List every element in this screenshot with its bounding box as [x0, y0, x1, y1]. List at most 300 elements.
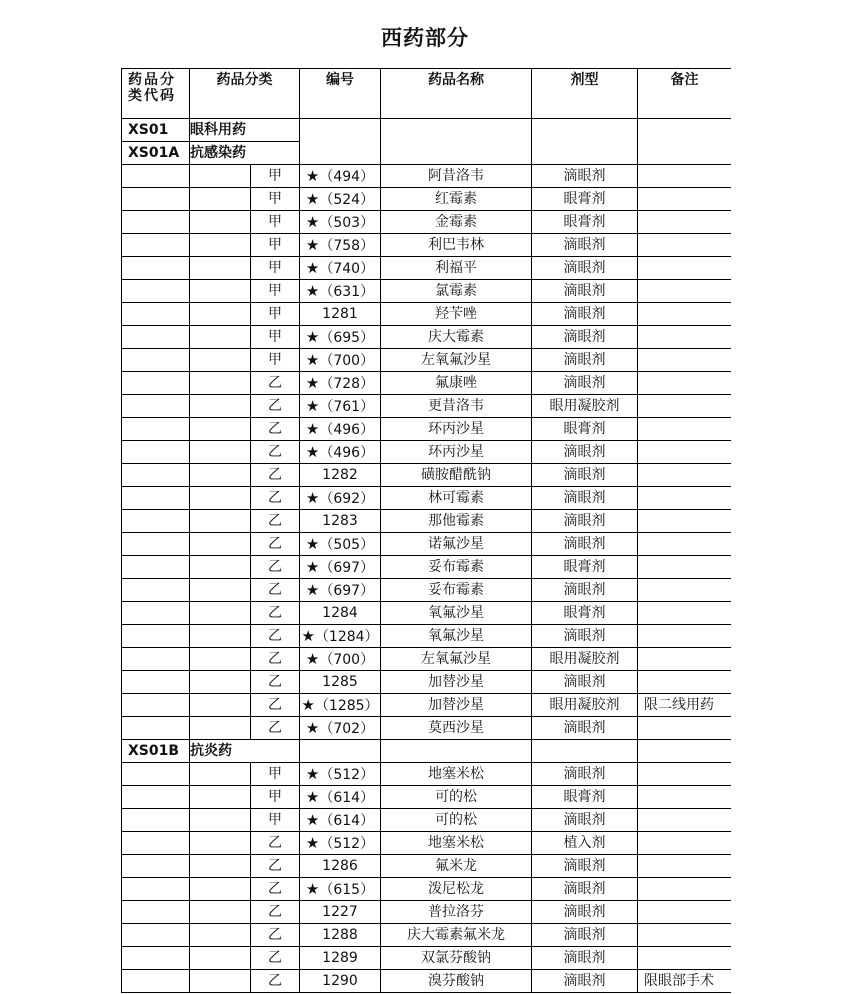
number-cell [300, 717, 381, 740]
drug-name-cell: 地塞米松 [381, 763, 532, 786]
drug-number: （695） [319, 329, 375, 346]
drug-row [122, 924, 732, 947]
drug-name-cell: 加替沙星 [381, 694, 532, 717]
drug-name-cell: 更昔洛韦 [381, 395, 532, 418]
blank-cell [122, 763, 190, 786]
grade-cell: 乙 [251, 717, 300, 740]
grade-cell: 乙 [251, 832, 300, 855]
blank-cell [122, 349, 190, 372]
drug-number: （697） [319, 582, 375, 599]
blank-cell [190, 763, 251, 786]
remarks-cell [638, 533, 732, 556]
grade-cell: 甲 [251, 763, 300, 786]
star-icon: ★ [305, 281, 320, 300]
number-cell [300, 855, 381, 878]
number-cell [300, 211, 381, 234]
grade-cell: 甲 [251, 349, 300, 372]
star-icon: ★ [301, 695, 315, 714]
drug-row [122, 648, 732, 671]
blank-cell [122, 303, 190, 326]
drug-number: （512） [319, 766, 375, 783]
remarks-cell [638, 349, 732, 372]
blank-cell [122, 625, 190, 648]
drug-number: （512） [319, 835, 375, 852]
drug-row [122, 188, 732, 211]
blank-cell [122, 671, 190, 694]
blank-cell [190, 809, 251, 832]
remarks-cell [638, 579, 732, 602]
remarks-cell [638, 441, 732, 464]
drug-name-cell: 红霉素 [381, 188, 532, 211]
blank-cell [122, 441, 190, 464]
number-cell [300, 234, 381, 257]
blank-cell [122, 809, 190, 832]
dosage-form-cell: 眼用凝胶剂 [532, 694, 638, 717]
blank-cell [122, 326, 190, 349]
blank-cell [122, 510, 190, 533]
dosage-form-cell: 滴眼剂 [532, 625, 638, 648]
dosage-form-cell: 滴眼剂 [532, 464, 638, 487]
dosage-form-cell: 滴眼剂 [532, 372, 638, 395]
drug-row [122, 717, 732, 740]
drug-name-cell: 莫西沙星 [381, 717, 532, 740]
blank-cell [122, 648, 190, 671]
blank-cell [190, 625, 251, 648]
grade-cell: 乙 [251, 487, 300, 510]
blank-cell [122, 464, 190, 487]
number-cell [300, 901, 381, 924]
drug-row [122, 395, 732, 418]
number-cell [300, 303, 381, 326]
star-icon: ★ [305, 557, 320, 576]
remarks-cell [638, 717, 732, 740]
page-title: 西药部分 [381, 26, 469, 50]
dosage-form-cell: 滴眼剂 [532, 970, 638, 993]
grade-cell: 甲 [251, 234, 300, 257]
blank-cell [190, 165, 251, 188]
category-name: 抗感染药 [190, 142, 300, 165]
empty-cell [532, 119, 638, 165]
drug-name-cell: 妥布霉素 [381, 579, 532, 602]
grade-cell: 乙 [251, 648, 300, 671]
drug-row [122, 372, 732, 395]
drug-name-cell: 羟苄唑 [381, 303, 532, 326]
drug-name-cell: 泼尼松龙 [381, 878, 532, 901]
drug-number: （700） [319, 651, 375, 668]
drug-number: （728） [319, 375, 375, 392]
dosage-form-cell: 滴眼剂 [532, 763, 638, 786]
drug-number: （692） [319, 490, 375, 507]
drug-number: （496） [319, 444, 375, 461]
drug-row [122, 694, 732, 717]
category-name: 抗炎药 [190, 740, 300, 763]
grade-cell: 乙 [251, 694, 300, 717]
remarks-cell [638, 855, 732, 878]
grade-cell: 乙 [251, 625, 300, 648]
dosage-form-cell: 滴眼剂 [532, 533, 638, 556]
blank-cell [190, 602, 251, 625]
drug-row [122, 510, 732, 533]
grade-cell: 甲 [251, 188, 300, 211]
number-cell [300, 763, 381, 786]
number-cell [300, 786, 381, 809]
blank-cell [122, 556, 190, 579]
drug-name-cell: 庆大霉素 [381, 326, 532, 349]
blank-cell [190, 464, 251, 487]
star-icon: ★ [305, 649, 320, 668]
blank-cell [122, 947, 190, 970]
number-cell [300, 809, 381, 832]
drug-name-cell: 那他霉素 [381, 510, 532, 533]
blank-cell [122, 533, 190, 556]
header-number: 编号 [300, 69, 381, 119]
dosage-form-cell: 眼膏剂 [532, 188, 638, 211]
grade-cell: 乙 [251, 556, 300, 579]
drug-number: 1286 [322, 858, 358, 874]
blank-cell [122, 395, 190, 418]
grade-cell: 乙 [251, 924, 300, 947]
blank-cell [190, 878, 251, 901]
remarks-cell [638, 165, 732, 188]
drug-number: 1283 [322, 513, 358, 529]
drug-row [122, 303, 732, 326]
drug-name-cell: 溴芬酸钠 [381, 970, 532, 993]
number-cell [300, 648, 381, 671]
blank-cell [190, 671, 251, 694]
remarks-cell [638, 763, 732, 786]
remarks-cell [638, 280, 732, 303]
blank-cell [190, 579, 251, 602]
star-icon: ★ [305, 879, 320, 898]
drug-name-cell: 可的松 [381, 786, 532, 809]
blank-cell [190, 234, 251, 257]
grade-cell: 乙 [251, 510, 300, 533]
drug-table-wrapper [121, 68, 731, 994]
grade-cell: 乙 [251, 671, 300, 694]
remarks-cell [638, 924, 732, 947]
number-cell [300, 280, 381, 303]
drug-row [122, 786, 732, 809]
drug-number: （505） [319, 536, 375, 553]
remarks-cell [638, 809, 732, 832]
drug-name-cell: 左氧氟沙星 [381, 648, 532, 671]
empty-cell [381, 740, 532, 763]
star-icon: ★ [305, 488, 320, 507]
star-icon: ★ [305, 833, 320, 852]
drug-row [122, 234, 732, 257]
drug-number: 1282 [322, 467, 358, 483]
number-cell [300, 418, 381, 441]
number-cell [300, 878, 381, 901]
blank-cell [190, 648, 251, 671]
number-cell [300, 970, 381, 993]
dosage-form-cell: 滴眼剂 [532, 671, 638, 694]
blank-cell [190, 257, 251, 280]
drug-number: 1281 [322, 306, 358, 322]
drug-name-cell: 氟米龙 [381, 855, 532, 878]
drug-row [122, 832, 732, 855]
remarks-cell [638, 418, 732, 441]
grade-cell: 乙 [251, 901, 300, 924]
drug-name-cell: 环丙沙星 [381, 441, 532, 464]
drug-row [122, 970, 732, 993]
drug-name-cell: 左氧氟沙星 [381, 349, 532, 372]
number-cell [300, 257, 381, 280]
blank-cell [122, 901, 190, 924]
number-cell [300, 579, 381, 602]
number-cell [300, 395, 381, 418]
blank-cell [122, 694, 190, 717]
dosage-form-cell: 植入剂 [532, 832, 638, 855]
number-cell [300, 487, 381, 510]
number-cell [300, 441, 381, 464]
remarks-cell: 限二线用药 [638, 694, 732, 717]
star-icon: ★ [305, 787, 320, 806]
dosage-form-cell: 眼膏剂 [532, 602, 638, 625]
blank-cell [190, 188, 251, 211]
drug-name-cell: 环丙沙星 [381, 418, 532, 441]
blank-cell [190, 901, 251, 924]
star-icon: ★ [305, 419, 320, 438]
drug-number: （614） [319, 789, 375, 806]
star-icon: ★ [305, 189, 320, 208]
header-category-code: 药品分类代码 [122, 69, 190, 119]
blank-cell [190, 855, 251, 878]
blank-cell [190, 303, 251, 326]
blank-cell [190, 556, 251, 579]
drug-row [122, 280, 732, 303]
number-cell [300, 188, 381, 211]
grade-cell: 乙 [251, 441, 300, 464]
drug-number: 1290 [322, 973, 358, 989]
drug-row [122, 418, 732, 441]
star-icon: ★ [305, 764, 320, 783]
drug-name-cell: 可的松 [381, 809, 532, 832]
drug-name-cell: 加替沙星 [381, 671, 532, 694]
blank-cell [190, 924, 251, 947]
number-cell [300, 671, 381, 694]
remarks-cell [638, 395, 732, 418]
dosage-form-cell: 眼用凝胶剂 [532, 648, 638, 671]
drug-number: （702） [319, 720, 375, 737]
drug-row [122, 809, 732, 832]
dosage-form-cell: 滴眼剂 [532, 349, 638, 372]
dosage-form-cell: 滴眼剂 [532, 234, 638, 257]
star-icon: ★ [305, 534, 320, 553]
dosage-form-cell: 滴眼剂 [532, 487, 638, 510]
remarks-cell [638, 602, 732, 625]
dosage-form-cell: 眼用凝胶剂 [532, 395, 638, 418]
drug-name-cell: 双氯芬酸钠 [381, 947, 532, 970]
star-icon: ★ [305, 580, 320, 599]
number-cell [300, 372, 381, 395]
remarks-cell [638, 947, 732, 970]
number-cell [300, 947, 381, 970]
drug-row [122, 671, 732, 694]
blank-cell [122, 487, 190, 510]
drug-name-cell: 地塞米松 [381, 832, 532, 855]
blank-cell [122, 211, 190, 234]
grade-cell: 甲 [251, 326, 300, 349]
drug-row [122, 441, 732, 464]
blank-cell [190, 326, 251, 349]
blank-cell [190, 372, 251, 395]
drug-number: （631） [319, 283, 375, 300]
category-code: XS01B [122, 740, 190, 763]
number-cell [300, 832, 381, 855]
blank-cell [122, 372, 190, 395]
remarks-cell [638, 878, 732, 901]
star-icon: ★ [305, 258, 320, 277]
blank-cell [190, 832, 251, 855]
empty-cell [300, 740, 381, 763]
blank-cell [190, 211, 251, 234]
drug-row [122, 211, 732, 234]
star-icon: ★ [305, 212, 320, 231]
drug-name-cell: 妥布霉素 [381, 556, 532, 579]
drug-row [122, 579, 732, 602]
remarks-cell [638, 487, 732, 510]
number-cell [300, 349, 381, 372]
drug-row [122, 855, 732, 878]
number-cell [300, 165, 381, 188]
drug-number: 1285 [322, 674, 358, 690]
drug-row [122, 602, 732, 625]
remarks-cell [638, 556, 732, 579]
blank-cell [190, 970, 251, 993]
dosage-form-cell: 滴眼剂 [532, 280, 638, 303]
drug-row [122, 487, 732, 510]
number-cell [300, 694, 381, 717]
empty-cell [638, 740, 732, 763]
blank-cell [190, 717, 251, 740]
dosage-form-cell: 滴眼剂 [532, 947, 638, 970]
drug-name-cell: 诺氟沙星 [381, 533, 532, 556]
dosage-form-cell: 眼膏剂 [532, 556, 638, 579]
blank-cell [122, 280, 190, 303]
remarks-cell [638, 234, 732, 257]
drug-number: （496） [319, 421, 375, 438]
drug-number: （1284） [314, 628, 379, 645]
dosage-form-cell: 滴眼剂 [532, 326, 638, 349]
drug-name-cell: 氧氟沙星 [381, 625, 532, 648]
number-cell [300, 510, 381, 533]
remarks-cell [638, 464, 732, 487]
dosage-form-cell: 滴眼剂 [532, 924, 638, 947]
grade-cell: 甲 [251, 257, 300, 280]
number-cell [300, 533, 381, 556]
blank-cell [122, 832, 190, 855]
category-code: XS01 [122, 119, 190, 142]
grade-cell: 甲 [251, 165, 300, 188]
grade-cell: 乙 [251, 970, 300, 993]
drug-number: （1285） [314, 697, 379, 714]
number-cell [300, 924, 381, 947]
drug-row [122, 625, 732, 648]
drug-number: （697） [319, 559, 375, 576]
header-category: 药品分类 [190, 69, 300, 119]
drug-name-cell: 林可霉素 [381, 487, 532, 510]
drug-name-cell: 金霉素 [381, 211, 532, 234]
blank-cell [122, 165, 190, 188]
drug-row [122, 901, 732, 924]
drug-number: （700） [319, 352, 375, 369]
star-icon: ★ [305, 235, 320, 254]
blank-cell [190, 510, 251, 533]
blank-cell [190, 947, 251, 970]
dosage-form-cell: 滴眼剂 [532, 878, 638, 901]
blank-cell [122, 924, 190, 947]
remarks-cell [638, 648, 732, 671]
blank-cell [122, 786, 190, 809]
drug-number: （503） [319, 214, 375, 231]
blank-cell [122, 257, 190, 280]
header-remarks: 备注 [638, 69, 732, 119]
category-row [122, 119, 732, 142]
blank-cell [190, 349, 251, 372]
empty-cell [532, 740, 638, 763]
number-cell [300, 556, 381, 579]
category-row [122, 740, 732, 763]
drug-row [122, 165, 732, 188]
grade-cell: 甲 [251, 303, 300, 326]
number-cell [300, 625, 381, 648]
grade-cell: 乙 [251, 372, 300, 395]
header-drug-name: 药品名称 [381, 69, 532, 119]
drug-row [122, 326, 732, 349]
remarks-cell [638, 257, 732, 280]
drug-row [122, 947, 732, 970]
star-icon: ★ [305, 373, 320, 392]
blank-cell [190, 694, 251, 717]
grade-cell: 甲 [251, 809, 300, 832]
remarks-cell [638, 372, 732, 395]
star-icon: ★ [305, 327, 320, 346]
grade-cell: 乙 [251, 395, 300, 418]
drug-table [121, 68, 731, 993]
drug-row [122, 464, 732, 487]
grade-cell: 甲 [251, 786, 300, 809]
remarks-cell [638, 625, 732, 648]
blank-cell [190, 280, 251, 303]
drug-number: 1288 [322, 927, 358, 943]
drug-name-cell: 阿昔洛韦 [381, 165, 532, 188]
blank-cell [122, 855, 190, 878]
header-row [122, 69, 732, 119]
grade-cell: 甲 [251, 280, 300, 303]
category-name: 眼科用药 [190, 119, 300, 142]
category-code: XS01A [122, 142, 190, 165]
drug-number: （524） [319, 191, 375, 208]
remarks-cell [638, 510, 732, 533]
dosage-form-cell: 滴眼剂 [532, 303, 638, 326]
dosage-form-cell: 眼膏剂 [532, 211, 638, 234]
dosage-form-cell: 滴眼剂 [532, 809, 638, 832]
star-icon: ★ [301, 626, 315, 645]
star-icon: ★ [305, 442, 320, 461]
remarks-cell [638, 832, 732, 855]
remarks-cell [638, 671, 732, 694]
dosage-form-cell: 滴眼剂 [532, 510, 638, 533]
drug-name-cell: 氯霉素 [381, 280, 532, 303]
drug-row [122, 349, 732, 372]
remarks-cell: 限眼部手术 [638, 970, 732, 993]
drug-number: 1284 [322, 605, 358, 621]
drug-row [122, 763, 732, 786]
drug-name-cell: 氧氟沙星 [381, 602, 532, 625]
drug-number: 1289 [322, 950, 358, 966]
blank-cell [122, 188, 190, 211]
